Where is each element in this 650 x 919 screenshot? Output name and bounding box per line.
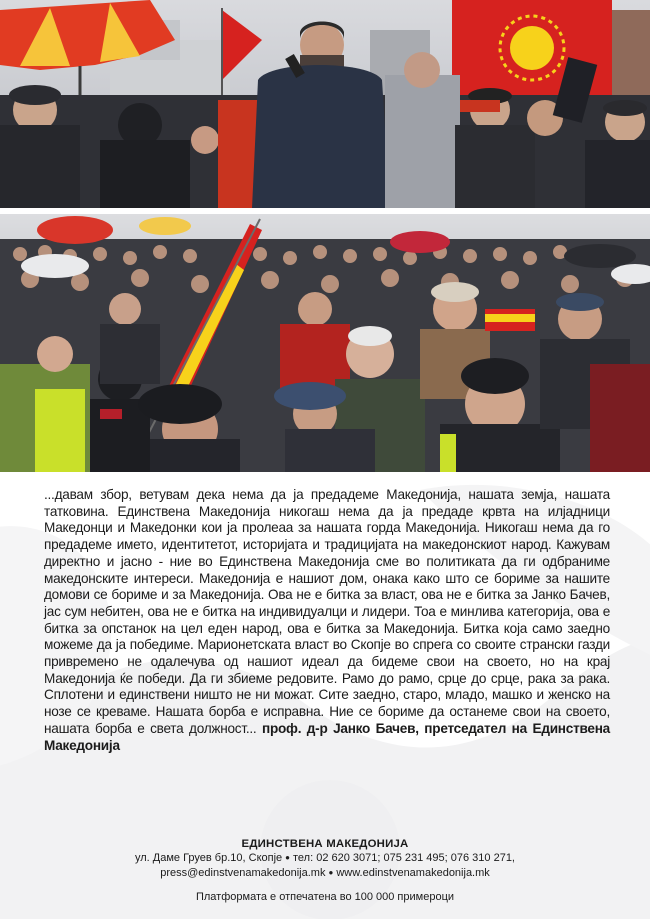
speech-article (44, 487, 610, 754)
email-link[interactable]: press@edinstvenamakedonija.mk (160, 866, 326, 879)
organization-name: ЕДИНСТВЕНА МАКЕДОНИЈА (241, 838, 409, 850)
crowd-photo (0, 214, 650, 472)
address-line (0, 851, 650, 865)
online-contacts (0, 866, 650, 880)
website-link[interactable]: www.edinstvenamakedonija.mk (336, 866, 490, 879)
phone-numbers: тел: 02 620 3071; 075 231 495; 076 310 271, (293, 852, 515, 865)
author-signature: проф. д-р Јанко Бачев, претседател на Единствена Македонија (44, 720, 610, 753)
address: ул. Даме Груев бр.10, Скопје (134, 852, 283, 865)
rally-speaker-photo (0, 0, 650, 208)
bullet-icon: ● (285, 853, 290, 863)
bullet-icon: ● (328, 867, 334, 877)
contact-footer (0, 838, 650, 880)
speech-body: ...давам збор, ветувам дека нема да ја предадеме Македонија, нашата земја, нашата татковина. Единствена Македонија никогаш нема да ја предаде крвта на илјадници Македонци и Македонки кои ја пролеаа за нашата горда Македонија. Никогаш нема да го предадеме името, идентитетот, историјата и традицијата на македонскиот народ. Кажувам директно и јасно - ние во Единствена Македонија сме во политиката да ги одбраниме македонските интереси. Македонија е нашиот дом, онака како што се бориме за нашите домови се бориме и за Македонија. Ова не е битка за власт, ова не е битка за Јанко Бачев, јас сум небитен, ова не е битка на индивидуалци и лидери. Тоа е минлива категорија, ова е битка за опстанок на цел еден народ, ова е битка за Македонија. Битка која само заедно можеме да ја победиме. Марионетската власт во Скопје во спрега со своите странски газди привремено не одалечува од нашиот идеал да бидеме свои на своето, но на крај Македонија ќе победи. Да ги збиеме редовите. Рамо до рамо, срце до срце, рака за рака. Сплотени и единствени ништо не ни можат. Сите заедно, старо, младо, машко и женско на нозе се креваме. Нашата борба е исправна. Ние се бориме да останеме свои на своето, нашата борба е света должност... (44, 487, 610, 736)
print-run-note: Платформата е отпечатена во 100 000 примероци (195, 891, 455, 903)
